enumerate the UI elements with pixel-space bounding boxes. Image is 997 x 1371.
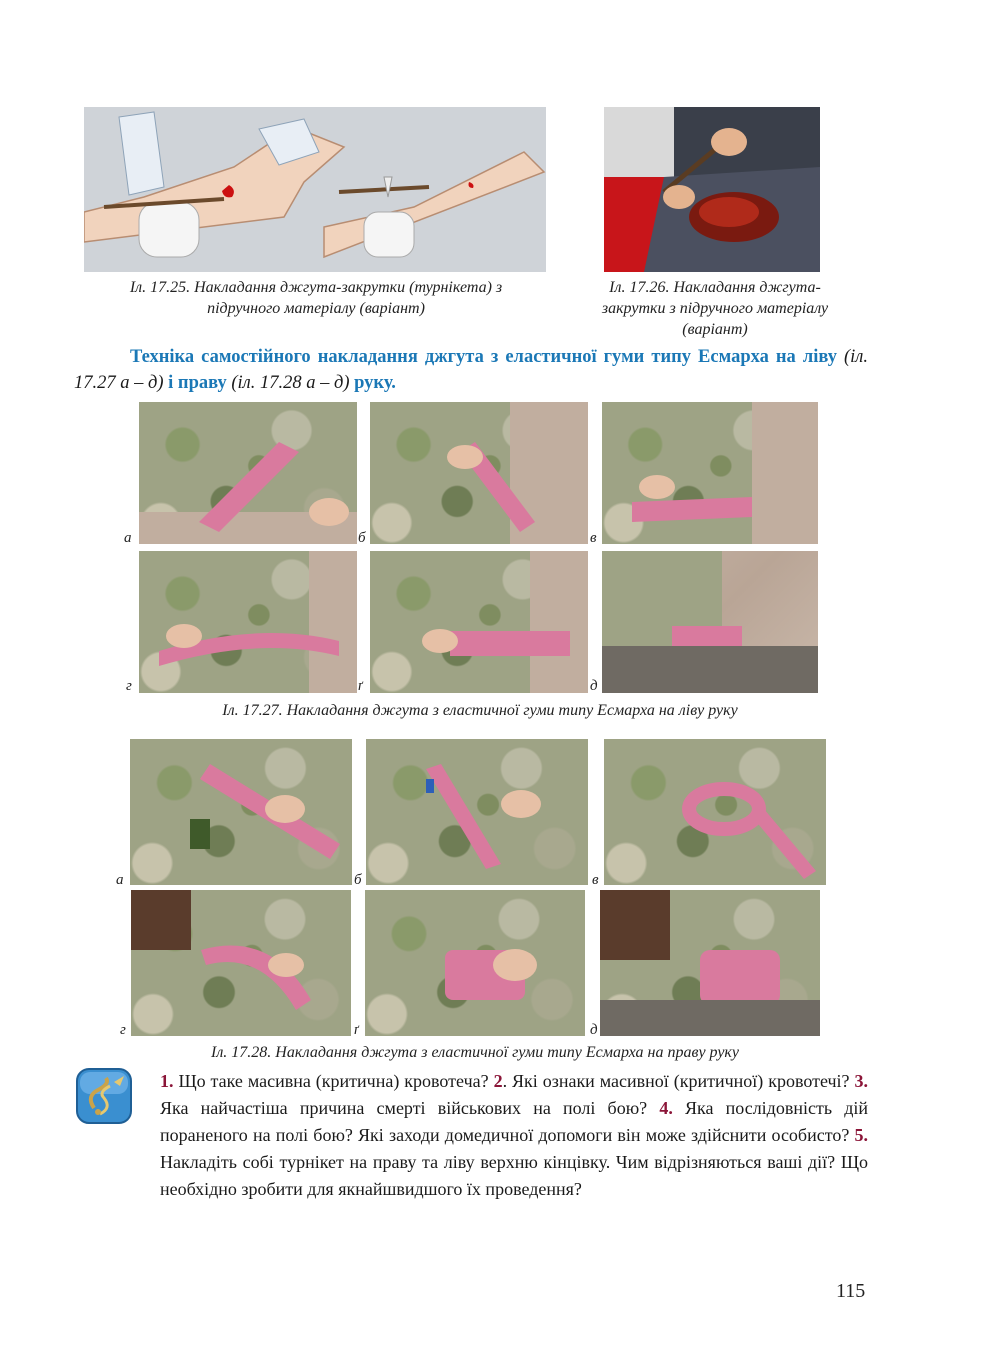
fig1728-label-g: г — [120, 1022, 126, 1038]
question-number: 2 — [493, 1071, 503, 1091]
fig1728-label-b: б — [354, 872, 362, 888]
question-text: . Які ознаки масивної (критичної) кровотечі? — [502, 1071, 855, 1091]
photo-17-27-b — [370, 402, 588, 544]
fig1727-label-b: б — [358, 530, 366, 546]
caption-17-26: Іл. 17.26. Накладання джгута-закрутки з підручного матеріалу (варіант) — [601, 279, 829, 338]
fig1727-label-d: д — [590, 678, 598, 694]
photo-17-28-a — [130, 739, 352, 885]
photo-17-27-d — [602, 551, 818, 693]
heading-ref-2: (іл. 17.28 а – д) — [231, 373, 350, 393]
photo-17-28-gg — [365, 890, 585, 1036]
question-number: 3. — [854, 1071, 868, 1091]
photo-17-28-d — [600, 890, 820, 1036]
fig1727-label-a: а — [124, 530, 132, 546]
page-number: 115 — [836, 1280, 866, 1302]
question-number: 5. — [854, 1125, 868, 1145]
heading-ref-1: (іл. 17.27 а – д) — [74, 347, 868, 393]
photo-17-28-b — [366, 739, 588, 885]
section-heading — [74, 344, 868, 396]
caption-17-25: Іл. 17.25. Накладання джгута-закрутки (турнікета) з підручного матеріалу (варіант) — [129, 279, 503, 317]
fig1728-label-v: в — [592, 872, 599, 888]
caption-17-28: Іл. 17.28. Накладання джгута з еластичної гуми типу Есмарха на праву руку — [210, 1044, 740, 1061]
question-text: Яка послідовність дій пораненого на полі бою? Які заходи домедичної допомоги він може здійснити особисто? — [160, 1098, 868, 1145]
question-number: 4. — [659, 1098, 673, 1118]
fig1727-label-gg: ґ — [358, 678, 363, 694]
fig1728-label-gg: ґ — [354, 1022, 359, 1038]
fig1728-label-a: а — [116, 872, 124, 888]
question-number: 1. — [160, 1071, 174, 1091]
photo-17-26 — [604, 107, 820, 272]
fig1727-label-v: в — [590, 530, 597, 546]
photo-17-28-v — [604, 739, 826, 885]
question-text: Що таке масивна (критична) кровотеча? — [173, 1071, 494, 1091]
review-questions — [160, 1068, 868, 1203]
caption-17-27: Іл. 17.27. Накладання джгута з еластичної гуми типу Есмарха на ліву руку — [222, 702, 738, 719]
question-text: Яка найчастіша причина смерті військових на полі бою? — [160, 1098, 660, 1118]
fig1727-label-g: г — [126, 678, 132, 694]
photo-17-27-v — [602, 402, 818, 544]
heading-text-1: Техніка самостійного накладання джгута з еластичної гуми типу Есмарха на ліву — [130, 347, 844, 367]
photo-17-28-g — [131, 890, 351, 1036]
illustration-17-25 — [84, 107, 546, 272]
heading-text-3: руку. — [349, 373, 396, 393]
questions-icon — [76, 1068, 132, 1124]
heading-text-2: і праву — [163, 373, 232, 393]
photo-17-27-a — [139, 402, 357, 544]
photo-17-27-g — [139, 551, 357, 693]
photo-17-27-gg — [370, 551, 588, 693]
fig1728-label-d: д — [590, 1022, 598, 1038]
question-text: Накладіть собі турнікет на праву та ліву верхню кінцівку. Чим відрізняються ваші дії? Що необхідно зробити для якнайшвидшого їх проведення? — [160, 1152, 868, 1199]
